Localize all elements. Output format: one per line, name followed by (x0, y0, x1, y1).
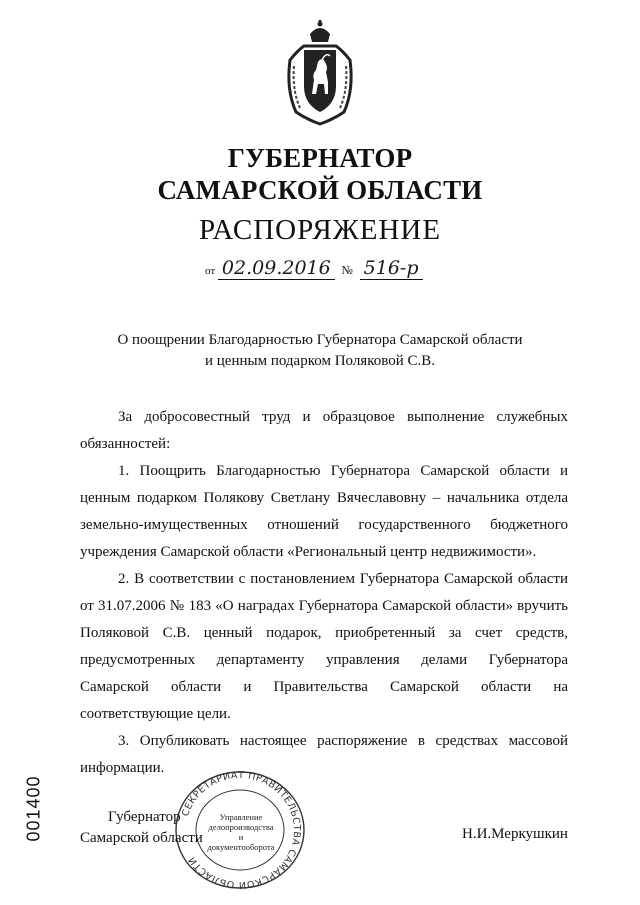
body-intro: За добросовестный труд и образцовое выполнение служебных обязанностей: (80, 409, 568, 452)
document-subject (0, 330, 640, 372)
signatory-name: Н.И.Меркушкин (462, 826, 568, 842)
stamp-ring-text: СЕКРЕТАРИАТ ПРАВИТЕЛЬСТВА САМАРСКОЙ ОБЛАСТИ (180, 770, 303, 890)
subject-line2: и ценным подарком Поляковой С.В. (204, 353, 436, 369)
position-line2: Самарской области (80, 830, 203, 846)
date-number-line (205, 257, 423, 280)
registration-side-number (22, 770, 48, 850)
stamp-inner-line3: и документооборота (207, 832, 275, 852)
side-number-text: 001400 (23, 775, 44, 842)
document-date: 02.09.2016 (218, 257, 335, 280)
signatory-position (80, 807, 203, 849)
from-label: от (205, 265, 216, 277)
stamp-inner-line2: делопроизводства (208, 822, 274, 832)
position-line1: Губернатор (108, 809, 181, 825)
document-number: 516-р (360, 257, 423, 280)
document-body (80, 404, 568, 782)
document-type: РАСПОРЯЖЕНИЕ (198, 214, 442, 246)
issuer-title-line2: САМАРСКОЙ ОБЛАСТИ (157, 175, 483, 205)
stamp-inner-line1: Управление (219, 812, 263, 822)
stamp-inner-text (206, 812, 276, 852)
coat-of-arms-icon (282, 20, 358, 126)
body-item-3: 3. Опубликовать настоящее распоряжение в средствах массовой информации. (80, 733, 568, 776)
subject-line1: О поощрении Благодарностью Губернатора Самарской области (117, 332, 523, 348)
issuer-title-line1: ГУБЕРНАТОР (227, 143, 413, 173)
number-label: № (341, 263, 353, 277)
body-item-1: 1. Поощрить Благодарностью Губернатора Самарской области и ценным подарком Полякову Светлану Вячеславовну – начальника отдела земельно-имущественных отношений государственного бюджетного учреждения Самарской области «Региональный центр недвижимости». (80, 463, 568, 560)
body-item-2: 2. В соответствии с постановлением Губернатора Самарской области от 31.07.2006 № 183 «О наградах Губернатора Самарской области» вручить Поляковой С.В. ценный подарок, приобретенный за счет средств, предусмотренных департаменту управления делами Губернатора Самарской области и Правительства Самарской области на соответствующие цели. (80, 571, 568, 722)
